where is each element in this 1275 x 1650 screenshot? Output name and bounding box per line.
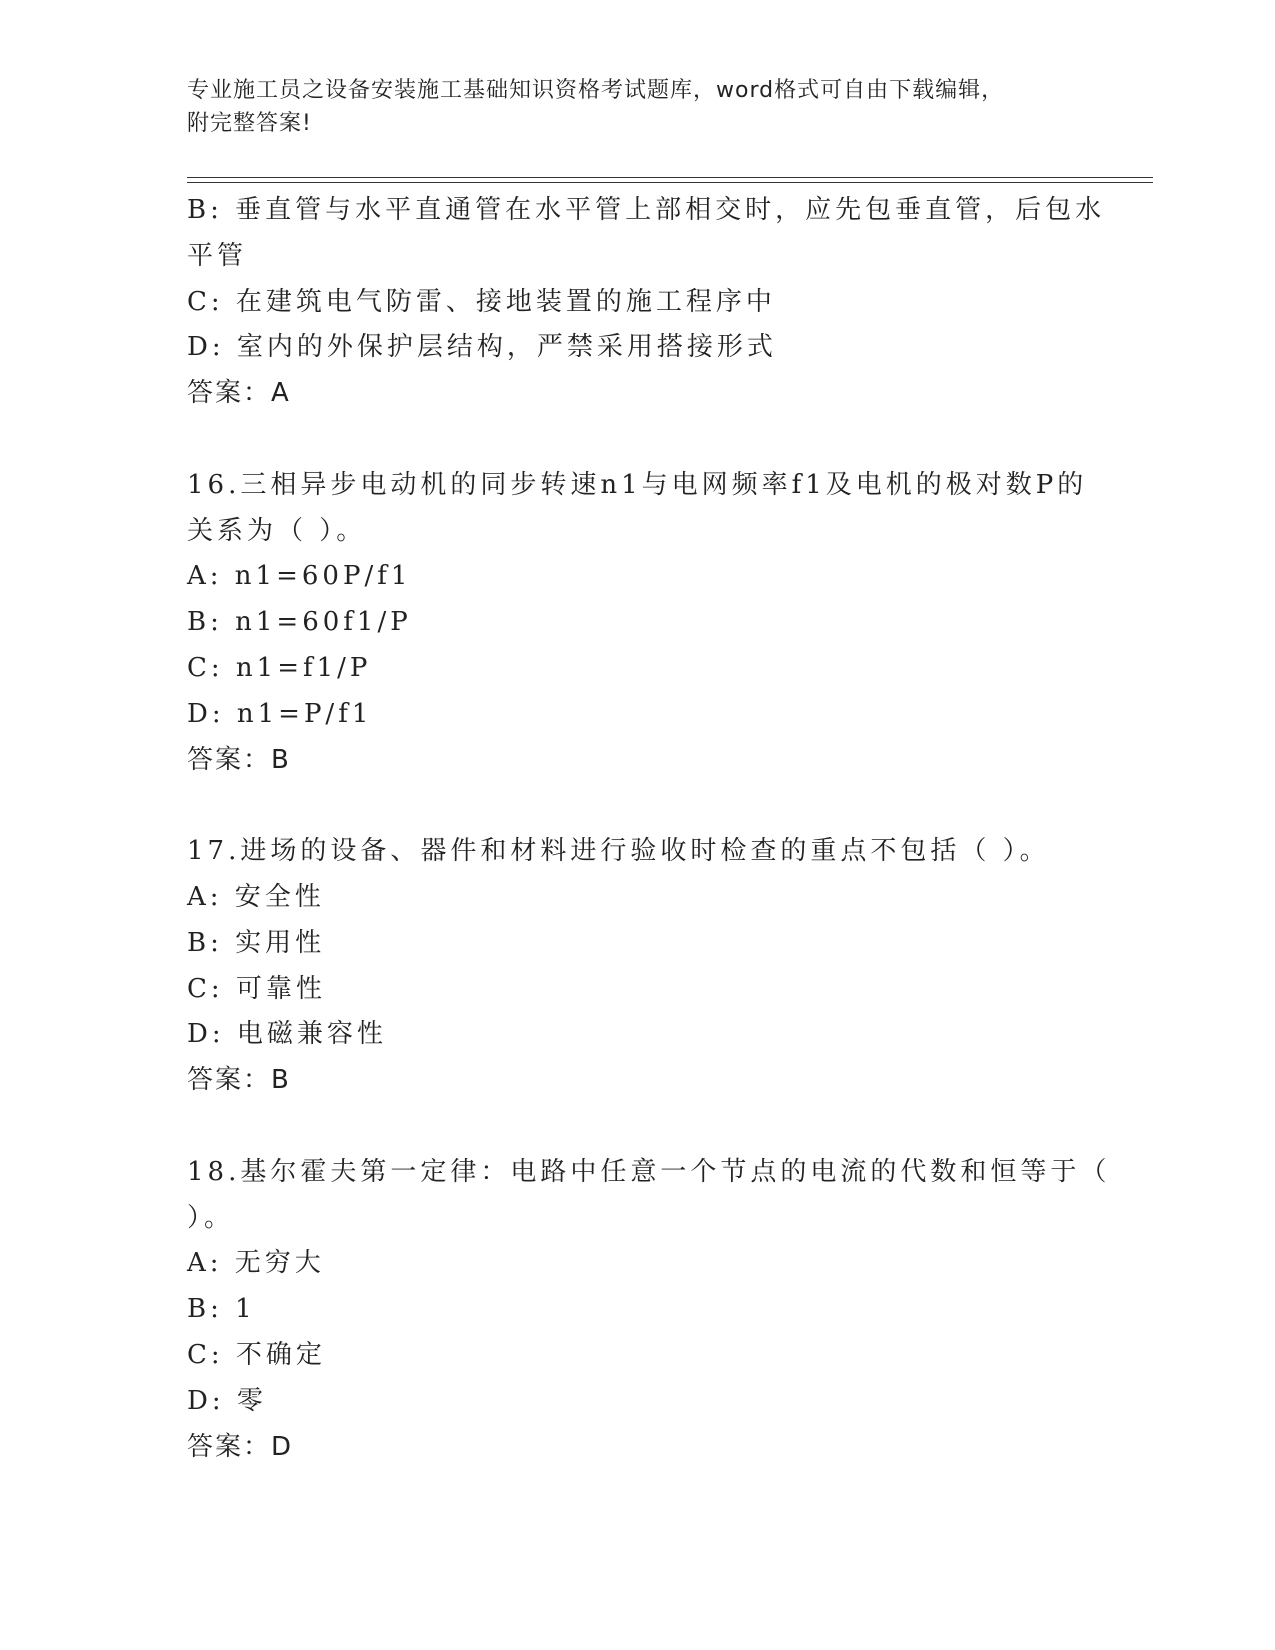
question-16: [187, 463, 1087, 784]
option-d: D: 零: [187, 1385, 267, 1416]
spacer: [187, 417, 1087, 463]
header-divider-bottom: [187, 182, 1153, 183]
option-a: A: 无穷大: [187, 1248, 325, 1279]
option-b: B: n1=60f1/P: [187, 607, 412, 638]
question-18: [187, 1150, 1111, 1471]
document-header: [187, 74, 1087, 140]
question-list: [187, 188, 1111, 1470]
option-d: D: 电磁兼容性: [187, 1019, 387, 1050]
question-stem: 18.基尔霍夫第一定律：电路中任意一个节点的电流的代数和恒等于（: [187, 1156, 1111, 1187]
option-c: C: 在建筑电气防雷、接地装置的施工程序中: [187, 286, 776, 317]
header-line-2: 附完整答案!: [187, 111, 312, 136]
answer: 答案：D: [187, 1431, 294, 1462]
spacer: [187, 1104, 1087, 1150]
answer: 答案：A: [187, 378, 291, 409]
option-b: B: 实用性: [187, 927, 326, 958]
question-stem-continued: ）。: [187, 1202, 235, 1233]
option-b-continued: 平管: [187, 240, 248, 271]
answer: 答案：B: [187, 1065, 291, 1096]
option-c: C: 不确定: [187, 1339, 326, 1370]
option-b: B: 垂直管与水平直通管在水平管上部相交时，应先包垂直管，后包水: [187, 195, 1106, 225]
question-17: [187, 829, 1087, 1104]
spacer: [187, 783, 1087, 829]
option-c: C: n1=f1/P: [187, 652, 372, 683]
question-stem: 16.三相异步电动机的同步转速n1与电网频率f1及电机的极对数P的: [187, 469, 1088, 500]
question-stem-continued: 关系为（ ）。: [187, 515, 367, 546]
question-15-tail: [187, 188, 1106, 417]
option-d: D: 室内的外保护层结构，严禁采用搭接形式: [187, 332, 777, 363]
option-a: A: 安全性: [187, 881, 325, 912]
answer: 答案：B: [187, 744, 291, 775]
header-divider-top: [187, 177, 1153, 178]
question-stem: 17.进场的设备、器件和材料进行验收时检查的重点不包括（ ）。: [187, 836, 1050, 867]
header-line-1: 专业施工员之设备安装施工基础知识资格考试题库，word格式可自由下载编辑，: [187, 78, 1005, 103]
option-b: B: 1: [187, 1294, 256, 1325]
option-a: A: n1=60P/f1: [187, 561, 412, 592]
option-c: C: 可靠性: [187, 973, 326, 1004]
option-d: D: n1=P/f1: [187, 698, 373, 729]
